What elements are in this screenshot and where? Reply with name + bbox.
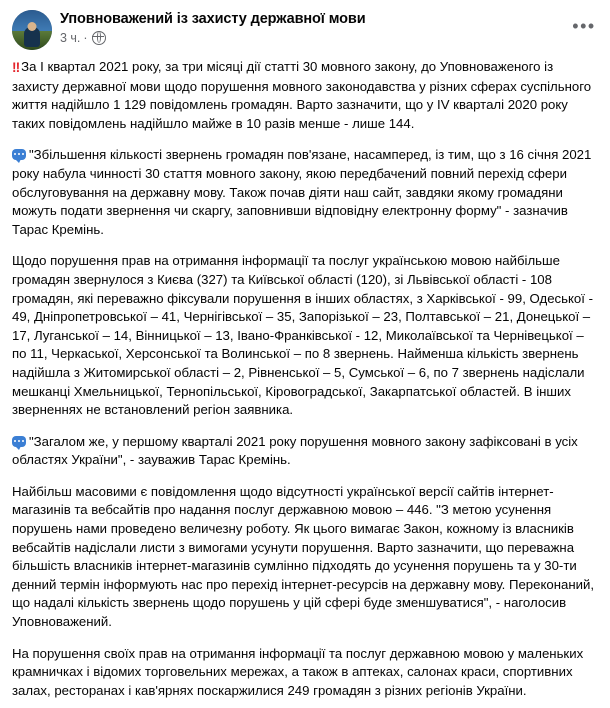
avatar[interactable] (12, 10, 52, 50)
post-meta (60, 30, 570, 46)
post-paragraph (12, 252, 598, 419)
post-paragraph (12, 483, 598, 632)
globe-icon (92, 31, 106, 45)
paragraph-text: За І квартал 2021 року, за три місяці дії статті 30 мовного закону, до Уповноваженого із захисту державної мови щодо порушення мовного законодавства у різних сферах суспільного життя надійшло 1 129 повідомлень громадян. Варто зазначити, що у ІV кварталі 2020 року таких повідомлень надійшло майже в 10 разів менше - лише 144. (12, 59, 592, 131)
post-paragraph (12, 645, 598, 701)
post-header-text (52, 10, 570, 46)
paragraph-text: "Збільшення кількості звернень громадян пов'язане, насамперед, із тим, що з 16 січня 2021 року набула чинності 30 стаття мовного закону, якою передбачений повний перехід сфери обслуговування на державну мову. Також почав діяти наш сайт, завдяки якому громадяни можуть подати звернення чи скаргу, заповнивши відповідну електронну форму" - зазначив Тарас Кремінь. (12, 147, 592, 237)
post-body (0, 56, 610, 708)
post-timestamp[interactable]: 3 ч. (60, 31, 81, 45)
speech-balloon-icon (12, 436, 26, 447)
meta-separator-dot: · (83, 31, 88, 45)
post-header (0, 0, 610, 56)
post-paragraph (12, 146, 598, 239)
double-exclamation-icon: ‼ (12, 60, 20, 75)
paragraph-text: "Загалом же, у першому кварталі 2021 року порушення мовного закону зафіксовані в усіх областях України", - зауважив Тарас Кремінь. (12, 433, 578, 468)
paragraph-text: На порушення своїх прав на отримання інформації та послуг державною мовою у маленьких крамничках і відомих торговельних мережах, а також в аптеках, салонах краси, спортивних залах, ресторанах і кав'ярнях поскаржилися 249 громадян з різних регіонів України. (12, 645, 584, 698)
paragraph-text: Щодо порушення прав на отримання інформації та послуг українською мовою найбільше громадян звернулося з Києва (327) та Київської області (120), зі Львівської області - 108 громадян, які переважно фіксували порушення в інших областях, з Харківської - 99, Одеської - 49, Дніпропетровської – 41, Чернігівської – 35, Запорізької – 23, Полтавської – 21, Донецької – 17, Луганської – 14, Вінницької – 13, Івано-Франківської - 12, Миколаївської та Чернівецької – по 11, Черкаської, Херсонської та Волинської – по 8 звернень. Найменша кількість звернень надійшла з Житомирської області – 2, Рівненської – 5, Сумської – 6, по 7 звернень надіслали мешканці Хмельницької, Тернопільської, Кіровоградської, Закарпатської областей. В інших зверненнях не встановлений регіон заявника. (12, 253, 593, 418)
post-paragraph (12, 58, 598, 133)
page-name[interactable]: Уповноважений із захисту державної мови (60, 11, 366, 27)
avatar-figure-head (28, 22, 37, 31)
more-options-button[interactable]: ••• (572, 16, 596, 36)
speech-balloon-icon (12, 149, 26, 160)
post-paragraph (12, 433, 598, 470)
paragraph-text: Найбільш масовими є повідомлення щодо відсутності української версії сайтів інтернет-магазинів та вебсайтів про надання послуг державною мовою – 446. "З метою усунення порушень нами проведено величезну роботу. Як цього вимагає Закон, кожному із власників вебсайтів надіслали листи з вимогами усунути порушення. Варто зазначити, що переважна більшість власників інтернет-магазинів сумлінно підходять до усунення порушень та у 30-ти денний термін інформують нас про перехід інтернет-ресурсів на державну мову. Переконаний, що надалі кількість звернень щодо порушень у цій сфері буде зменшуватися", - наголосив Уповноважений. (12, 483, 595, 630)
